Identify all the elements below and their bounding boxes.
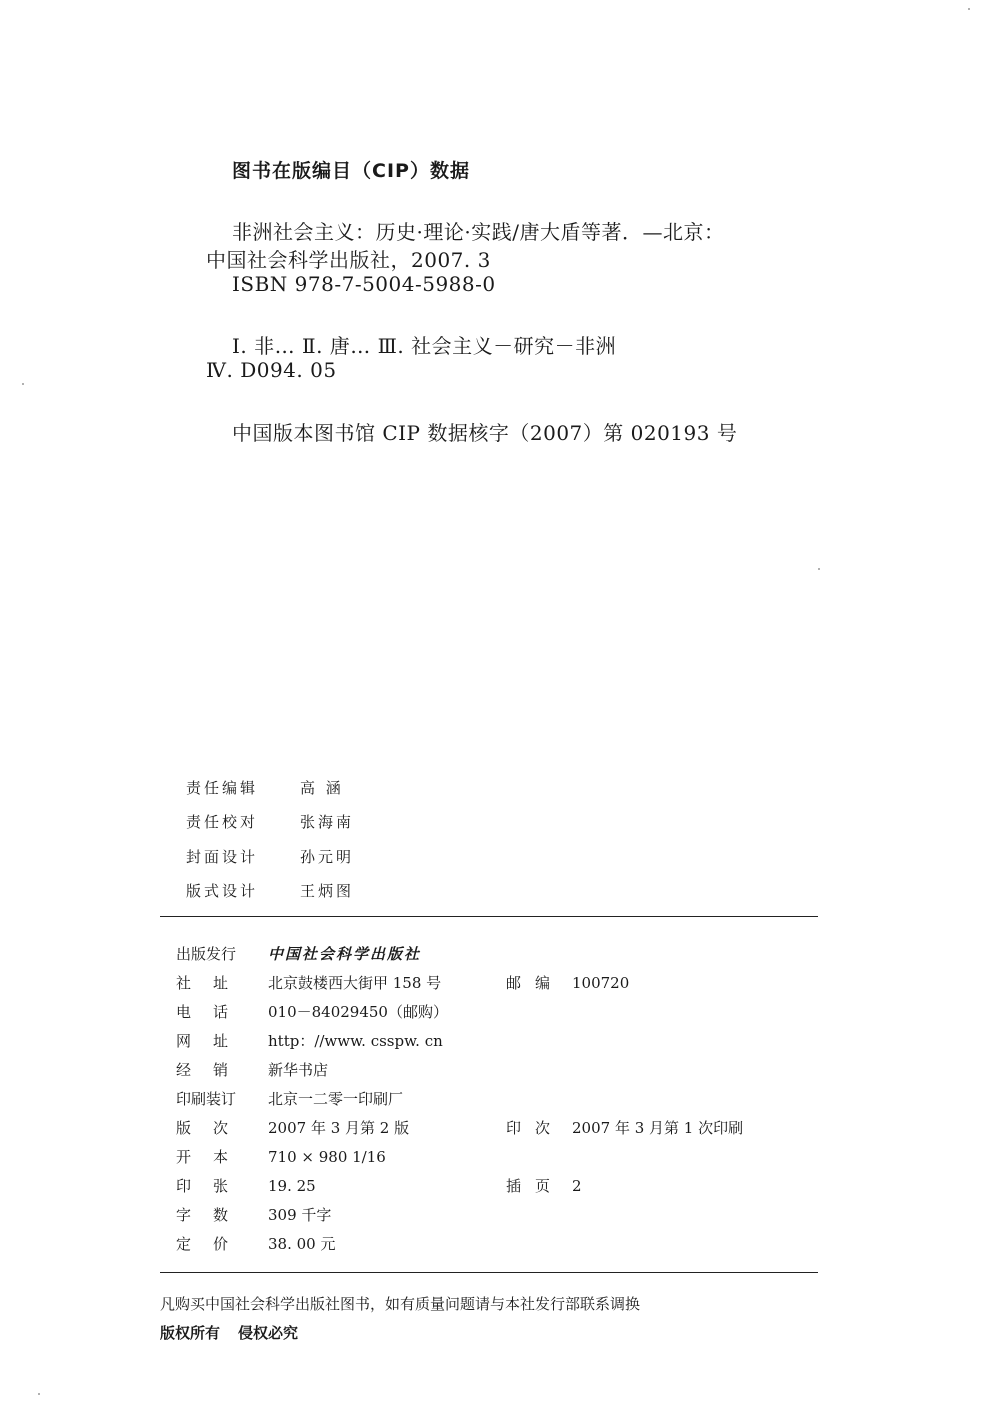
staff-row xyxy=(186,874,354,909)
phone-label: 电话 xyxy=(176,1003,251,1021)
scan-speck xyxy=(38,1393,40,1395)
staff-name: 王炳图 xyxy=(300,882,355,901)
scan-speck xyxy=(818,568,820,570)
words-label: 字数 xyxy=(176,1206,251,1224)
cip-heading: 图书在版编目（CIP）数据 xyxy=(232,160,470,182)
staff-role: 责任编辑 xyxy=(186,778,259,797)
piracy-warning: 侵权必究 xyxy=(238,1324,299,1342)
scan-speck xyxy=(22,383,24,385)
website-value: http：//www. csspw. cn xyxy=(268,1032,443,1050)
rights-reserved: 版权所有 xyxy=(160,1324,221,1342)
printer-label: 印刷装订 xyxy=(176,1090,237,1108)
staff-row xyxy=(186,770,354,805)
cip-publisher-line: 中国社会科学出版社，2007. 3 xyxy=(206,248,491,272)
sheets-label: 印张 xyxy=(176,1177,251,1195)
distributor-value: 新华书店 xyxy=(268,1061,329,1079)
sheets-value: 19. 25 xyxy=(268,1177,316,1195)
inserts-value: 2 xyxy=(572,1177,582,1195)
staff-role: 版式设计 xyxy=(186,882,259,901)
staff-row xyxy=(186,805,354,840)
price-value: 38. 00 元 xyxy=(268,1235,336,1253)
distributor-label: 经销 xyxy=(176,1061,251,1079)
address-value: 北京鼓楼西大街甲 158 号 xyxy=(268,974,442,992)
printing-value: 2007 年 3 月第 1 次印刷 xyxy=(572,1119,744,1137)
inserts-label: 插页 xyxy=(506,1177,565,1195)
printing-label: 印次 xyxy=(506,1119,565,1137)
quality-notice: 凡购买中国社会科学出版社图书，如有质量问题请与本社发行部联系调换 xyxy=(160,1295,641,1313)
printer-value: 北京一二零一印刷厂 xyxy=(268,1090,404,1108)
staff-name: 孙元明 xyxy=(300,847,355,866)
rights-statement xyxy=(160,1322,298,1343)
bottom-divider xyxy=(160,1272,818,1273)
address-label: 社址 xyxy=(176,974,251,992)
postcode-value: 100720 xyxy=(572,974,630,992)
cip-title-line: 非洲社会主义：历史·理论·实践/唐大盾等著．—北京： xyxy=(232,220,725,244)
publisher-label: 出版发行 xyxy=(176,945,237,963)
postcode-label: 邮编 xyxy=(506,974,565,992)
website-label: 网址 xyxy=(176,1032,251,1050)
phone-value: 010－84029450（邮购） xyxy=(268,1003,448,1021)
publisher-logotype: 中国社会科学出版社 xyxy=(268,945,422,963)
scan-speck xyxy=(968,8,970,10)
top-divider xyxy=(160,916,818,917)
staff-row xyxy=(186,839,354,874)
staff-name: 张海南 xyxy=(300,813,355,832)
cip-classification: Ⅳ. D094. 05 xyxy=(206,358,337,382)
edition-value: 2007 年 3 月第 2 版 xyxy=(268,1119,410,1137)
price-label: 定价 xyxy=(176,1235,251,1253)
staff-role: 封面设计 xyxy=(186,847,259,866)
format-value: 710 × 980 1/16 xyxy=(268,1148,386,1166)
edition-label: 版次 xyxy=(176,1119,251,1137)
staff-credits xyxy=(186,770,354,908)
format-label: 开本 xyxy=(176,1148,251,1166)
staff-name: 高 涵 xyxy=(300,778,344,797)
cip-record-number: 中国版本图书馆 CIP 数据核字（2007）第 020193 号 xyxy=(232,421,738,445)
staff-role: 责任校对 xyxy=(186,813,259,832)
words-value: 309 千字 xyxy=(268,1206,332,1224)
cip-subject-terms: Ⅰ. 非… Ⅱ. 唐… Ⅲ. 社会主义－研究－非洲 xyxy=(232,334,617,358)
cip-isbn: ISBN 978-7-5004-5988-0 xyxy=(232,272,496,296)
